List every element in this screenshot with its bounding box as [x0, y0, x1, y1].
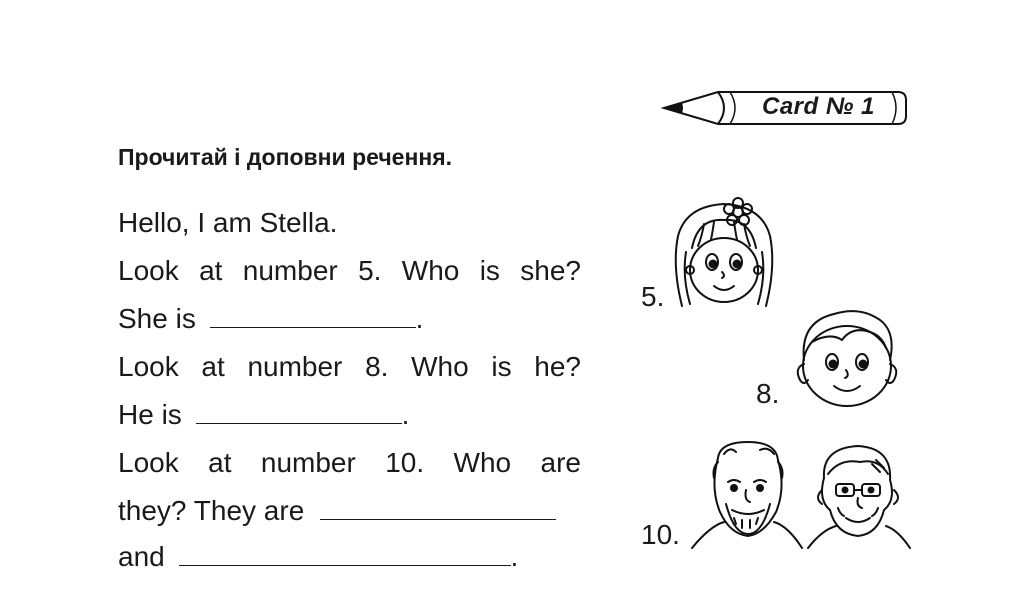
answer-blank[interactable] [210, 305, 416, 328]
sentence-end: . [415, 303, 424, 334]
picture-number: 10. [641, 519, 680, 550]
answer-blank[interactable] [196, 401, 402, 424]
grandparents-faces-icon [690, 438, 912, 552]
sentence-line: Hello, I am Stella. [118, 207, 338, 238]
answer-blank[interactable] [179, 543, 511, 566]
sentence-line: Look at number 5. Who is she? [118, 255, 581, 286]
boy-face-icon [798, 311, 897, 406]
sentence-line [118, 540, 518, 574]
sentence-text: they? They are [118, 495, 305, 526]
sentence-end: . [401, 399, 410, 430]
instruction-heading: Прочитай і доповни речення. [118, 144, 453, 170]
sentence-line: Look at number 8. Who is he? [118, 351, 581, 382]
sentence-line: Look at number 10. Who are [118, 447, 581, 478]
girl-face-icon [668, 196, 780, 312]
card-title: Card № 1 [762, 93, 875, 120]
answer-blank[interactable] [320, 497, 556, 520]
sentence-text: He is [118, 399, 182, 430]
sentence-text: She is [118, 303, 196, 334]
sentence-line [118, 302, 423, 336]
sentence-end: . [510, 541, 519, 572]
sentence-line [118, 398, 409, 432]
picture-number: 8. [756, 378, 780, 409]
sentence-text: and [118, 541, 165, 572]
picture-number: 5. [641, 281, 665, 312]
sentence-line [118, 494, 556, 528]
